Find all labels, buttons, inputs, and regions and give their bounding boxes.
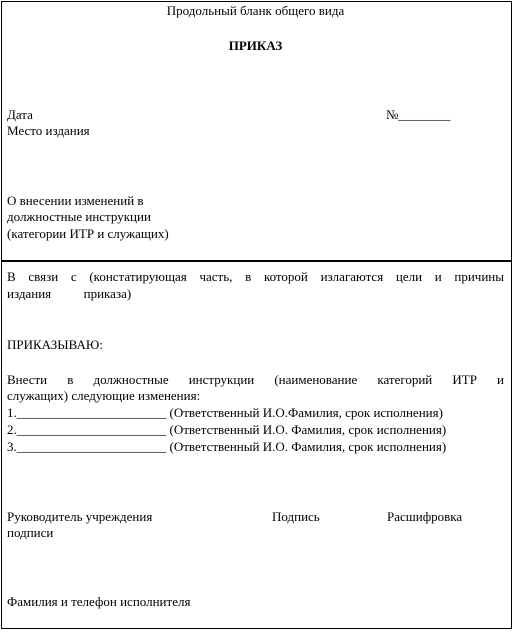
item-blank: _______________________	[16, 439, 167, 454]
form-type-label: Продольный бланк общего вида	[166, 3, 345, 18]
item-text: (Ответственный И.О. Фамилия, срок исполнения)	[169, 439, 447, 454]
item-number: 2.	[7, 422, 17, 437]
subject-line-3: (категории ИТР и служащих)	[7, 226, 169, 241]
subject-line-2: должностные инструкции	[7, 209, 151, 224]
place-label: Место издания	[7, 123, 90, 138]
document-title: ПРИКАЗ	[228, 38, 283, 53]
preamble-line-2: издания приказа)	[7, 286, 132, 301]
item-blank: _______________________	[16, 405, 167, 420]
list-item	[7, 405, 443, 421]
signature-decode-label: Расшифровка	[387, 509, 463, 524]
executor-label: Фамилия и телефон исполнителя	[7, 594, 191, 609]
list-item	[7, 422, 446, 438]
item-number: 1.	[7, 405, 17, 420]
preamble-line-1: В связи с (констатирующая часть, в которой излагаются цели и причины	[7, 269, 504, 284]
head-of-institution-label: Руководитель учреждения	[7, 509, 153, 524]
number-label: №________	[386, 107, 451, 122]
signature-decode-label-cont: подписи	[7, 525, 54, 540]
signature-label: Подпись	[272, 509, 320, 524]
item-blank: _______________________	[16, 422, 167, 437]
list-item	[7, 439, 446, 455]
item-text: (Ответственный И.О.Фамилия, срок исполнения)	[169, 405, 443, 420]
subject-line-1: О внесении изменений в	[7, 193, 144, 208]
date-label: Дата	[7, 107, 33, 122]
order-word: ПРИКАЗЫВАЮ:	[7, 337, 103, 352]
instruction-line-1: Внести в должностные инструкции (наименование категорий ИТР и	[7, 372, 504, 387]
item-number: 3.	[7, 439, 17, 454]
item-text: (Ответственный И.О. Фамилия, срок исполнения)	[169, 422, 447, 437]
instruction-line-2: служащих) следующие изменения:	[7, 388, 201, 403]
